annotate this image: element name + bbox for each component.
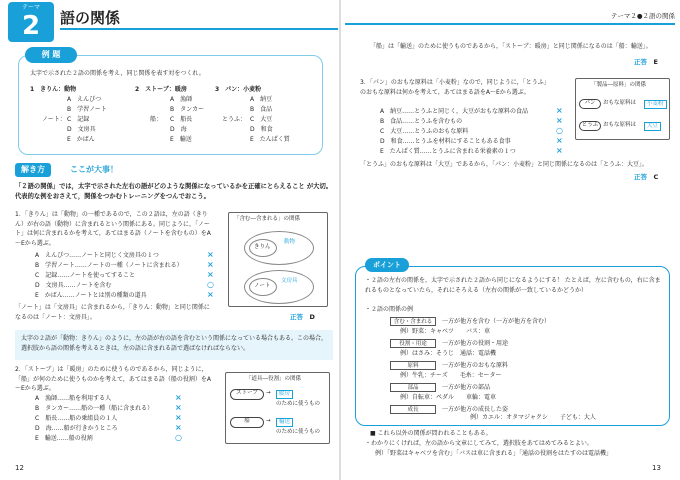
point-item-4-ex: 例）自転車：ペダル 車輪：電車 <box>400 394 497 401</box>
example-c3-a: A 納豆 <box>250 96 273 103</box>
diag2-title: 「道具―役割」の関係 <box>246 376 302 382</box>
solve-label: 解き方 <box>15 163 51 177</box>
diag3-a-note: おもな原料は <box>603 100 637 106</box>
right-page-header: テーマ２●２語の関係 <box>345 12 675 25</box>
example-c2-b: B タンカー <box>170 106 205 113</box>
p3-opt-d: D 和食……とうふを材料にすることもある食事 <box>380 138 511 145</box>
p1-opt-e: E かばん……ノートとは別の種類の道具 <box>35 292 147 299</box>
example-c1-a: A えんぴつ <box>67 96 102 103</box>
p1-summary: 「ノート」は「文房具」に含まれるから，「きりん：動物」と同じ関係になるのは「ノート：文房具」。 <box>15 304 210 321</box>
p2-mark-b: × <box>175 403 182 412</box>
p1-text: 1．「きりん」は「動物」の一種であるので，この２語は，左の語（きりん）が右の語（動物）に含まれるという関係にある。同じように，「ノート」は何に含まれるかを考えて，あてはまる語（ノートを含むもの）をA～Eから選ぶ。 <box>15 211 211 247</box>
p3-answer-label: 正答 <box>634 173 647 181</box>
p1-opt-d: D 文房具……ノートを含む <box>35 282 112 289</box>
diag3-c: とうふ <box>579 121 601 131</box>
p2-mark-e: ○ <box>175 433 182 442</box>
p3-mark-d: × <box>556 136 563 145</box>
p3-opt-a: A 納豆……とうふと同じく，大豆がおもな原料の食品 <box>380 108 528 115</box>
point-item-1-ex: 例）野菜：キャベツ バス：車 <box>400 328 491 335</box>
diag1-b: 動物 <box>284 239 296 245</box>
p2-opt-a: A 漁師……船を利用する人 <box>35 395 112 402</box>
point-item-5-desc: 一方が他方の成長した姿 <box>442 406 509 413</box>
diag2-b-note: のために使うもの <box>276 401 321 407</box>
point-intro: ・２語の左右の関係を，太字で示された２語から同じになるようにする！ たとえば，左に含むもの，右に含まれるものとなっていたら，それにそろえる（左右の関係が一致しているかどうか） <box>365 277 661 294</box>
p1-opt-c: C 記録……ノートを使ってすること <box>35 272 136 279</box>
p3-summary: 「とうふ」のおもな原料は「大豆」であるから，「パン：小麦粉」と同じ関係になるのは「とうふ：大豆」。 <box>360 161 649 168</box>
p1-mark-b: × <box>207 260 214 269</box>
diag3-b: 小麦粉 <box>644 100 667 109</box>
solve-subtitle: ここが大事！ <box>70 165 118 174</box>
p1-mark-a: × <box>207 250 214 259</box>
diag2-arrow-2: → <box>266 418 271 424</box>
p1-mark-d: ○ <box>207 280 214 289</box>
point-item-2-ex: 例）はさみ：そうじ 通話：電話機 <box>400 350 497 357</box>
example-c2-prefix: 船： <box>150 116 163 123</box>
note-box: 太字の２語が「動物：きりん」のように，左の語が右の語を含むという関係になっている場合もある。この場合，選択肢から語の関係を考えるときは，左の語に含まれる語で選ばなければならない。 <box>15 330 333 360</box>
theme-number: 2 <box>21 11 41 42</box>
example-c2-e: E 輸送 <box>170 136 192 143</box>
point-item-5-ex: 例）カエル：オタマジャクシ 子ども：大人 <box>470 414 596 421</box>
example-c3-prefix: とうふ： <box>222 116 247 123</box>
example-q1: 1 きりん：動物 <box>30 86 77 93</box>
p3-mark-a: × <box>556 106 563 115</box>
example-c3-e: E たんぱく質 <box>250 136 290 143</box>
diag3-d: 大豆 <box>644 122 661 131</box>
p3-answer <box>634 173 658 182</box>
diag3-title: 「製品―原料」の関係 <box>591 82 647 88</box>
diag2-b: 暖房 <box>276 390 293 399</box>
diag1-a: きりん <box>254 244 271 250</box>
example-c1-b: B 学習ノート <box>67 106 107 113</box>
example-label: 例 題 <box>25 47 77 63</box>
diagram-contains <box>228 212 328 307</box>
p1-mark-e: × <box>207 290 214 299</box>
diag2-d: 輸送 <box>276 418 293 427</box>
example-c1-d: D 文房具 <box>67 126 96 133</box>
diag1-d: 文房具 <box>281 278 298 284</box>
p2-opt-c: C 船長……船の乗組員の１人 <box>35 415 118 422</box>
p3-opt-e: E たんぱく質……とうふに含まれる栄養素の１つ <box>380 148 516 155</box>
p1-answer-label: 正答 <box>290 313 303 321</box>
page-number-left: 12 <box>15 464 24 472</box>
diag2-a: ストーブ <box>230 389 264 400</box>
p2-opt-d: D 海……船が行きかうところ <box>35 425 118 432</box>
diagram-tool-role <box>225 372 330 444</box>
point-item-3-ex: 例）牛乳：チーズ 毛糸：セーター <box>400 372 502 379</box>
p3-mark-b: × <box>556 116 563 125</box>
point-note-1: ■ これら以外の関係が問われることもある。 <box>370 430 492 437</box>
theme-badge <box>8 2 54 42</box>
p3-opt-b: B 食品……とうふを含むもの <box>380 118 463 125</box>
point-item-1-desc: 一方が他方を含む（一方が他方を含む） <box>442 318 551 325</box>
p2-mark-d: × <box>175 423 182 432</box>
diag3-a: パン <box>579 99 601 109</box>
point-note-2: ・わかりにくければ，左の語から文章にしてみて，選択肢をあてはめてみるとよい。 <box>365 440 593 447</box>
diag1-title: 「含む―含まれる」の関係 <box>234 216 301 222</box>
diag2-d-note: のために使うもの <box>276 429 321 435</box>
p2-text: 2．「ストーブ」は「暖房」のために使うものであるから，同じように，「船」が何のために使うものかを考えて，あてはまる語（船の役割）をA～Eから選ぶ。 <box>15 366 211 393</box>
p2-answer-value: E <box>653 58 658 66</box>
p2-mark-a: × <box>175 393 182 402</box>
example-c3-b: B 食品 <box>250 106 273 113</box>
example-q3: 3 パン：小麦粉 <box>215 86 262 93</box>
page-gutter <box>339 0 341 480</box>
page-title: 語の関係 <box>60 9 121 27</box>
page-number-right: 13 <box>652 464 661 472</box>
p1-mark-c: × <box>207 270 214 279</box>
p1-answer-value: D <box>309 313 315 321</box>
theme-label: テーマ <box>21 4 40 11</box>
p3-mark-c: ○ <box>556 126 563 135</box>
point-item-1-tag: 含む・含まれる <box>390 317 436 326</box>
example-c2-a: A 漁師 <box>170 96 193 103</box>
example-c2-d: D 海 <box>170 126 187 133</box>
point-label: ポイント <box>365 258 409 272</box>
example-c2-c: C 船長 <box>170 116 193 123</box>
example-c3-d: D 和食 <box>250 126 273 133</box>
p1-answer <box>290 313 315 322</box>
example-instruction: 太字で示された２語の関係を考え，同じ関係を表す対をつくれ。 <box>30 70 205 77</box>
example-c1-c: C 記録 <box>67 116 90 123</box>
example-c1-prefix: ノート： <box>42 116 66 123</box>
p3-opt-c: C 大豆……とうふのおもな原料 <box>380 128 469 135</box>
p1-opt-a: A えんぴつ……ノートと同じく文房具の１つ <box>35 252 159 259</box>
p2-continuation: 「船」は「輸送」のために使うものであるから，「ストーブ：暖房」と同じ関係になるのは「船：輸送」。 <box>370 43 652 50</box>
diagram-product-material <box>575 78 670 140</box>
p1-opt-b: B 学習ノート……ノートの一種（ノートに含まれる） <box>35 262 183 269</box>
example-c1-e: E かばん <box>67 136 95 143</box>
point-item-3-desc: 一方が他方のおもな原料 <box>442 362 509 369</box>
lead-text: 「２語の関係」では，太字で示された左右の語がどのような関係になっているかを正確にとらえること が大切。代表的な例をおさえて，関係をつかむトレーニングをつんでおこう。 <box>15 183 333 200</box>
point-item-2-tag: 役割・用途 <box>390 339 436 348</box>
point-item-5-tag: 成長 <box>390 405 436 414</box>
diag2-arrow-1: → <box>266 390 271 396</box>
p3-mark-e: × <box>556 146 563 155</box>
point-item-4-tag: 部品 <box>390 383 436 392</box>
title-rule <box>60 28 338 30</box>
point-item-4-desc: 一方が他方の部品 <box>442 384 491 391</box>
point-note-3: 例）「野菜はキャベツを含む」「バスは車に含まれる」「通話の役割をはたすのは電話機」 <box>375 450 613 457</box>
diag1-c: ノート <box>254 283 271 289</box>
p2-answer-label: 正答 <box>634 58 647 66</box>
diag2-c: 船 <box>230 417 264 428</box>
p2-answer <box>634 58 658 67</box>
p2-opt-e: E 輸送……船の役割 <box>35 435 93 442</box>
point-item-3-tag: 原料 <box>390 361 436 370</box>
diag3-c-note: おもな原料は <box>603 122 637 128</box>
example-c3-c: C 大豆 <box>250 116 273 123</box>
p3-answer-value: C <box>653 173 659 181</box>
point-subhead: ・２語の関係の例 <box>365 306 414 313</box>
p3-text: 3．「パン」のおもな原料は「小麦粉」なので，同じように，「とうふ」のおもな原料は何かを考えて，あてはまる語をA～Eから選ぶ。 <box>360 79 550 96</box>
p2-opt-b: B タンカー……船の一種（船に含まれる） <box>35 405 154 412</box>
example-q2: 2 ストーブ：暖房 <box>135 86 187 93</box>
p2-mark-c: × <box>175 413 182 422</box>
point-item-2-desc: 一方が他方の役割・用途 <box>442 340 509 347</box>
